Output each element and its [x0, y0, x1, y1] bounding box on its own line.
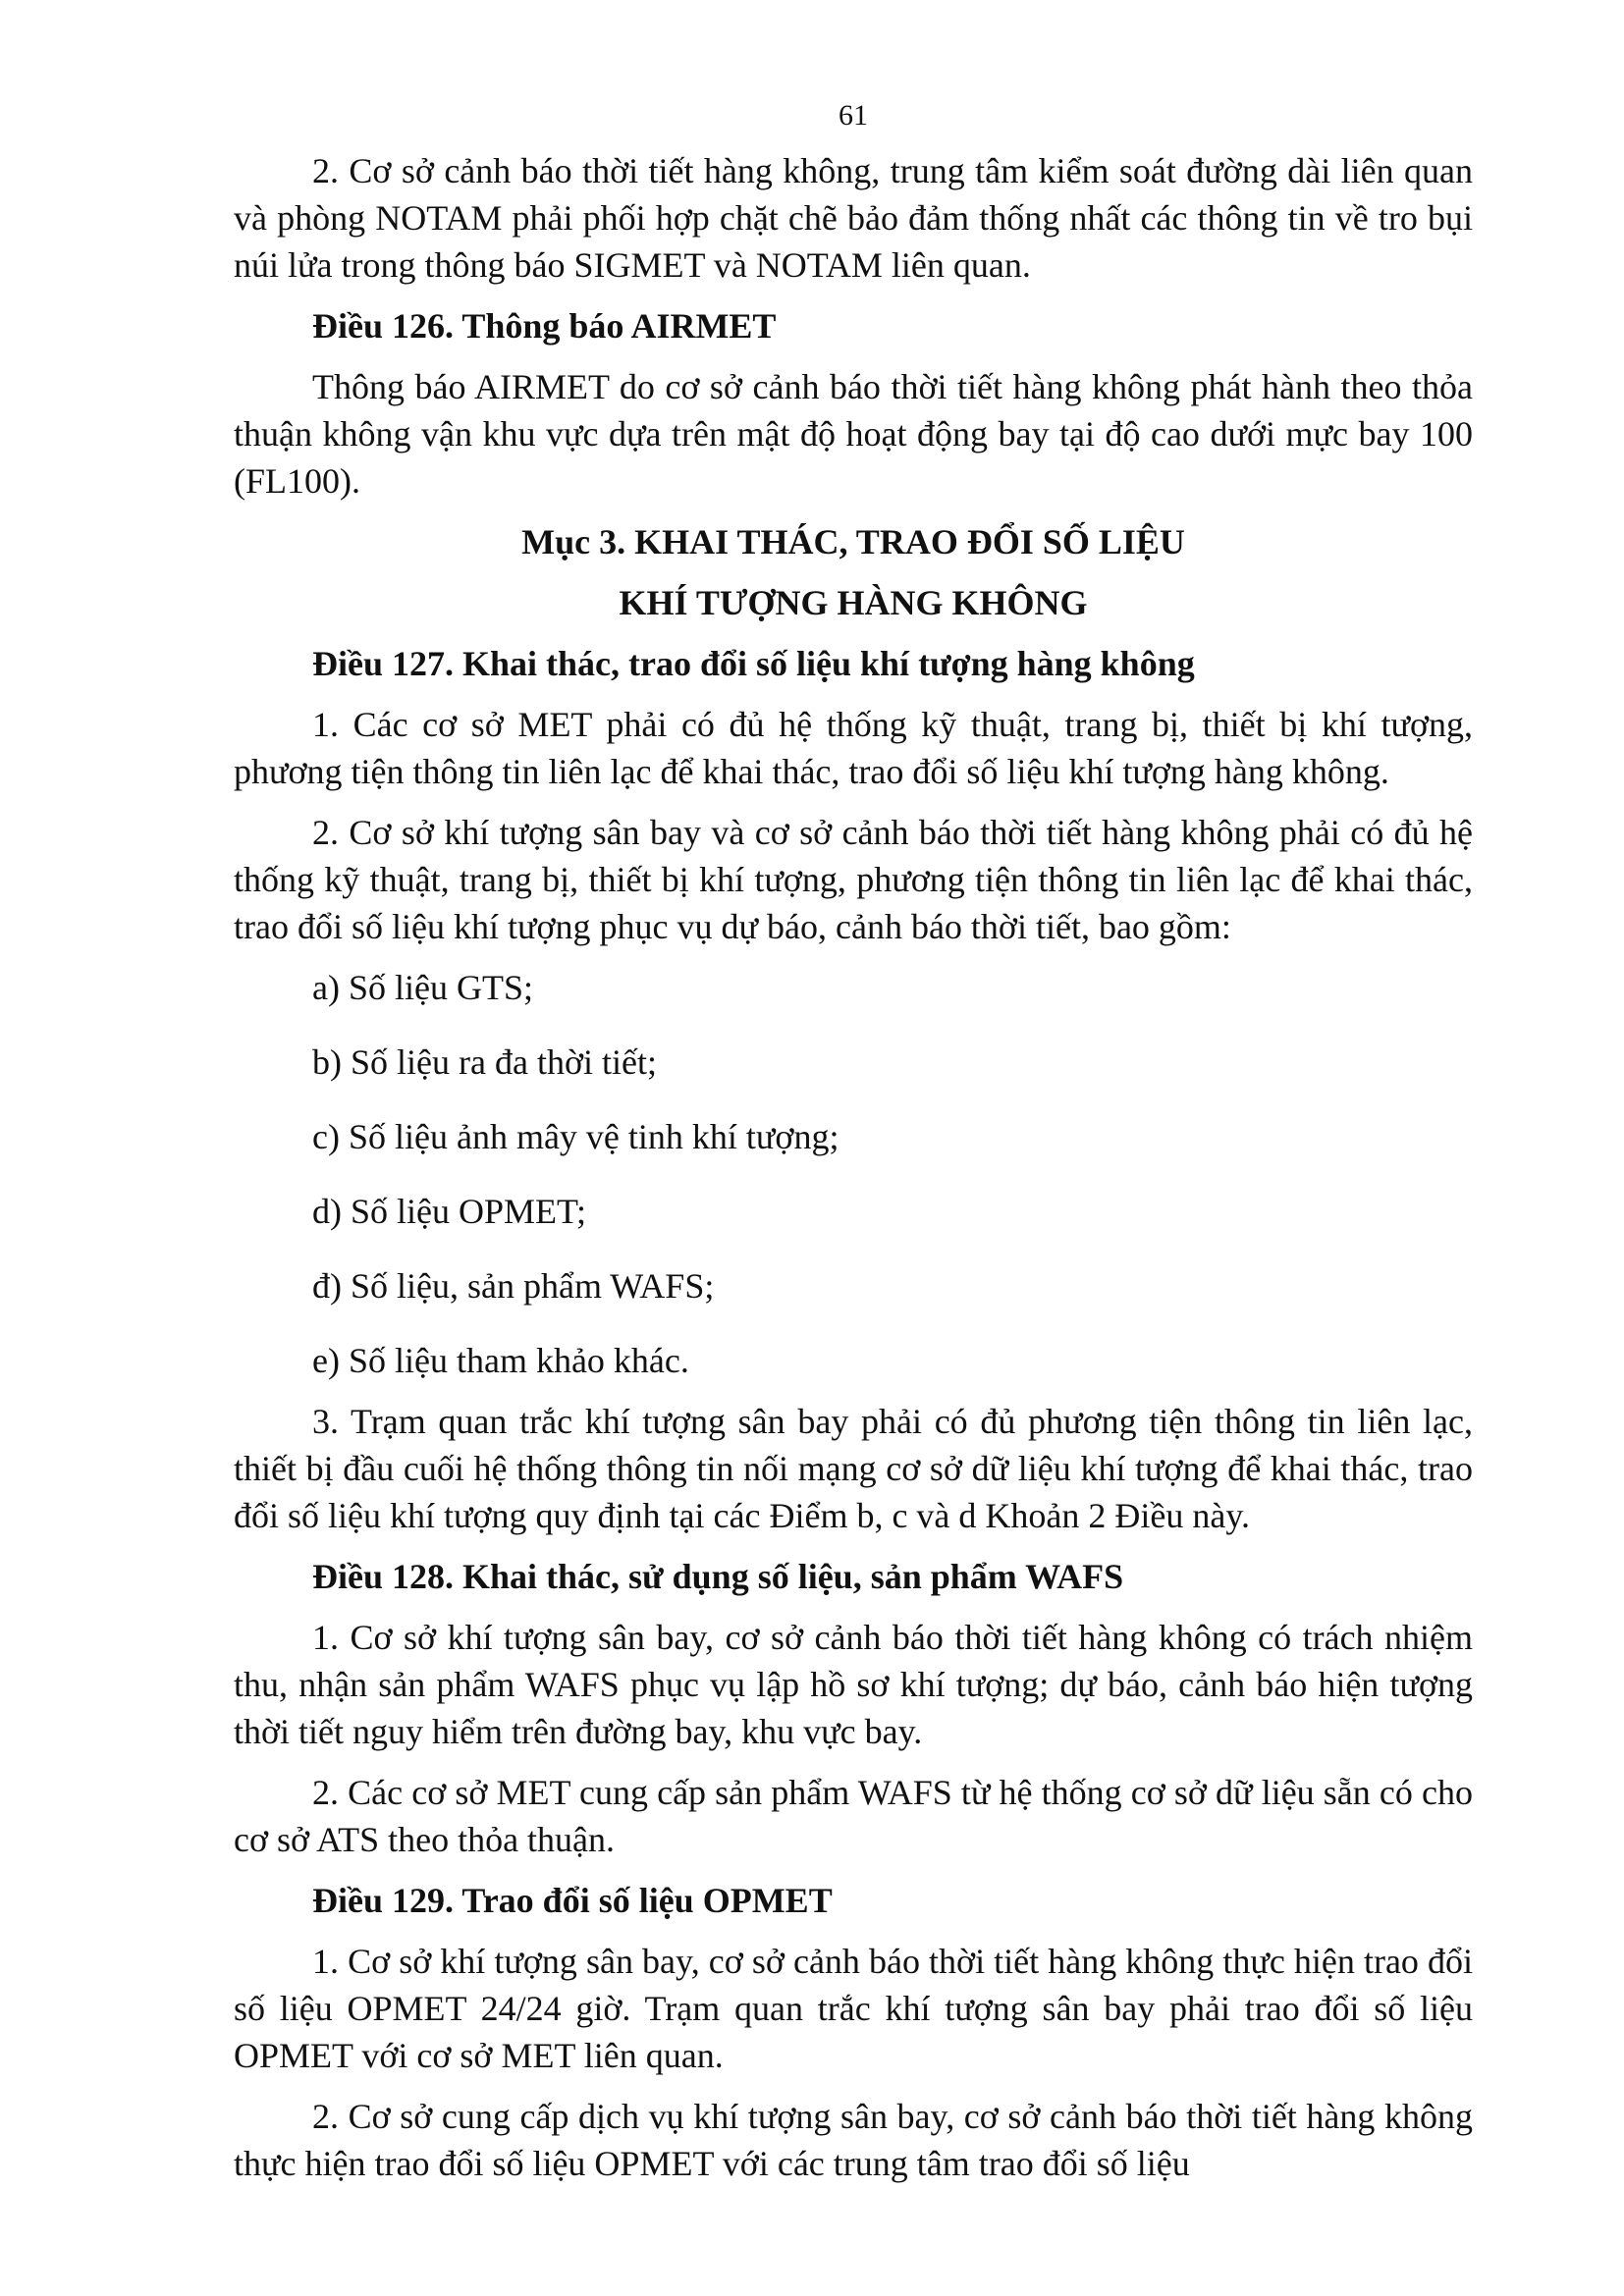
- list-item: c) Số liệu ảnh mây vệ tinh khí tượng;: [312, 1117, 839, 1156]
- paragraph: 1. Các cơ sở MET phải có đủ hệ thống kỹ thuật, trang bị, thiết bị khí tượng, phương tiện thông tin liên lạc để khai thác, trao đổi số liệu khí tượng hàng không.: [234, 705, 1473, 791]
- paragraph: 1. Cơ sở khí tượng sân bay, cơ sở cảnh báo thời tiết hàng không có trách nhiệm thu, nhận sản phẩm WAFS phục vụ lập hồ sơ khí tượng; dự báo, cảnh báo hiện tượng thời tiết nguy hiểm trên đường bay, khu vực bay.: [234, 1618, 1473, 1751]
- paragraph: 3. Trạm quan trắc khí tượng sân bay phải có đủ phương tiện thông tin liên lạc, thiết bị đầu cuối hệ thống thông tin nối mạng cơ sở dữ liệu khí tượng để khai thác, trao đổi số liệu khí tượng quy định tại các Điểm b, c và d Khoản 2 Điều này.: [234, 1402, 1473, 1535]
- article-heading: Điều 127. Khai thác, trao đổi số liệu khí tượng hàng không: [312, 644, 1195, 683]
- document-page: [234, 96, 1473, 2201]
- section-heading: Mục 3. KHAI THÁC, TRAO ĐỔI SỐ LIỆU: [521, 522, 1185, 561]
- list-item: e) Số liệu tham khảo khác.: [312, 1341, 689, 1380]
- list-item: d) Số liệu OPMET;: [312, 1192, 587, 1231]
- list-item: a) Số liệu GTS;: [312, 968, 533, 1007]
- article-heading: Điều 126. Thông báo AIRMET: [312, 306, 777, 346]
- paragraph: 1. Cơ sở khí tượng sân bay, cơ sở cảnh báo thời tiết hàng không thực hiện trao đổi số liệu OPMET 24/24 giờ. Trạm quan trắc khí tượng sân bay phải trao đổi số liệu OPMET với cơ sở MET liên quan.: [234, 1942, 1473, 2075]
- list-item: đ) Số liệu, sản phẩm WAFS;: [312, 1266, 715, 1306]
- list-item: b) Số liệu ra đa thời tiết;: [312, 1042, 657, 1082]
- paragraph: 2. Cơ sở cung cấp dịch vụ khí tượng sân bay, cơ sở cảnh báo thời tiết hàng không thực hiện trao đổi số liệu OPMET với các trung tâm trao đổi số liệu: [234, 2097, 1473, 2183]
- paragraph: 2. Các cơ sở MET cung cấp sản phẩm WAFS từ hệ thống cơ sở dữ liệu sẵn có cho cơ sở ATS theo thỏa thuận.: [234, 1773, 1473, 1859]
- paragraph: 2. Cơ sở khí tượng sân bay và cơ sở cảnh báo thời tiết hàng không phải có đủ hệ thống kỹ thuật, trang bị, thiết bị khí tượng, phương tiện thông tin liên lạc để khai thác, trao đổi số liệu khí tượng phục vụ dự báo, cảnh báo thời tiết, bao gồm:: [234, 813, 1473, 946]
- paragraph: 2. Cơ sở cảnh báo thời tiết hàng không, trung tâm kiểm soát đường dài liên quan và phòng NOTAM phải phối hợp chặt chẽ bảo đảm thống nhất các thông tin về tro bụi núi lửa trong thông báo SIGMET và NOTAM liên quan.: [234, 151, 1473, 285]
- paragraph: Thông báo AIRMET do cơ sở cảnh báo thời tiết hàng không phát hành theo thỏa thuận không vận khu vực dựa trên mật độ hoạt động bay tại độ cao dưới mực bay 100 (FL100).: [234, 367, 1473, 501]
- section-heading: KHÍ TƯỢNG HÀNG KHÔNG: [619, 583, 1088, 622]
- article-heading: Điều 129. Trao đổi số liệu OPMET: [312, 1881, 833, 1920]
- article-heading: Điều 128. Khai thác, sử dụng số liệu, sản phẩm WAFS: [312, 1557, 1124, 1596]
- page-number: 61: [839, 99, 868, 132]
